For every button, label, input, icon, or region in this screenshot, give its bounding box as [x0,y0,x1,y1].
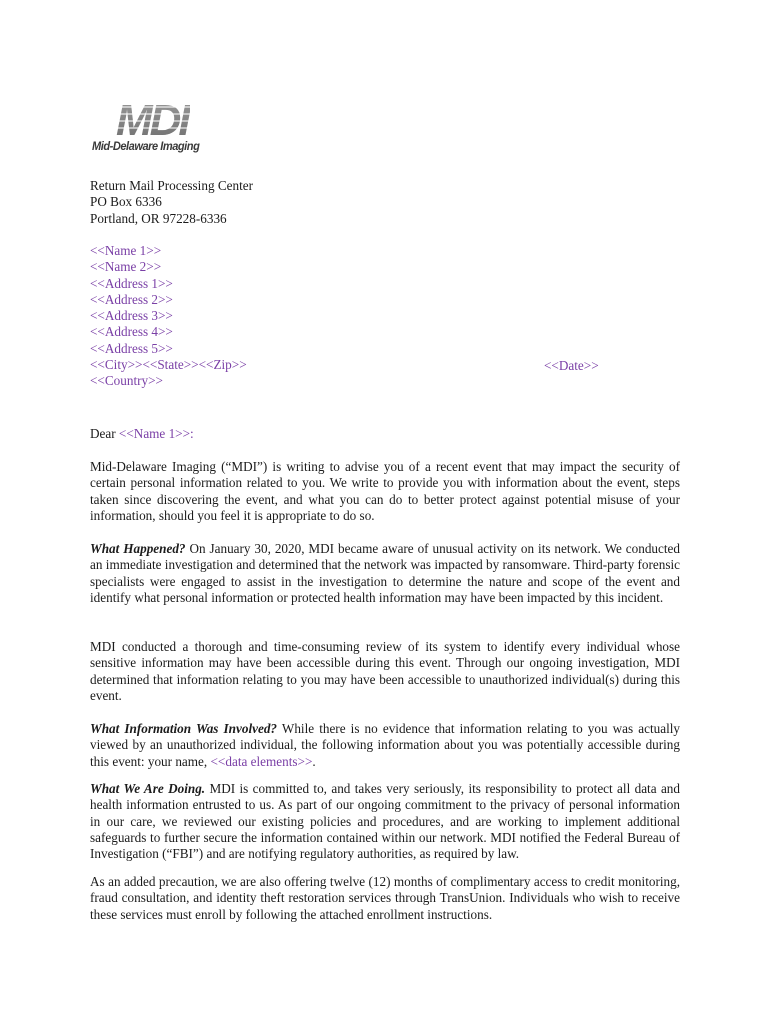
recipient-line: <<Address 3>> [90,308,173,324]
precaution-paragraph: As an added precaution, we are also offering twelve (12) months of complimentary access to credit monitoring, fraud consultation, and identity theft restoration services through TransUnion. Individuals who wish to receive these services must enroll by following the attached enrollment instructions. [90,874,680,922]
return-address [90,178,253,227]
what-we-are-doing-paragraph [90,781,680,862]
recipient-line: <<Name 2>> [90,259,162,275]
salutation [90,426,194,442]
what-we-are-doing-heading: What We Are Doing. [90,781,206,796]
recipient-line: <<Country>> [90,373,163,389]
recipient-line: <<Address 5>> [90,340,173,356]
salutation-name: <<Name 1>>: [118,426,194,441]
recipient-line: <<Address 1>> [90,275,173,291]
recipient-line: <<Address 2>> [90,291,173,307]
intro-paragraph: Mid-Delaware Imaging (“MDI”) is writing to advise you of a recent event that may impact the security of certain personal information related to you. We write to provide you with information about the event, steps taken since discovering the event, and what you can do to better protect against potential misuse of your information, should you feel it is appropriate to do so. [90,459,680,523]
return-address-line: Portland, OR 97228-6336 [90,210,227,226]
letter-date: <<Date>> [544,358,599,373]
recipient-line: <<City>><<State>><<Zip>> [90,357,247,373]
what-happened-paragraph [90,541,680,606]
logo-company-name: Mid-Delaware Imaging [92,139,200,153]
information-involved-text: While there is no evidence that information relating to you was actually viewed by an unauthorized individual, the following information about you was potentially accessible during this event: your name, [90,721,680,769]
svg-text:MDI: MDI [116,96,188,139]
mdi-logo-mark [90,95,190,139]
information-involved-end: . [312,753,316,769]
what-happened-text: On January 30, 2020, MDI became aware of unusual activity on its network. We conducted an immediate investigation and determined that the network was impacted by ransomware. Third-party forensic specialists were engaged to assist in the investigation to determine the nature and scope of the event and identify what personal information or protected health information may have been impacted by this incident. [90,541,680,605]
what-happened-heading: What Happened? [90,541,186,556]
return-address-line: Return Mail Processing Center [90,178,253,193]
return-address-line: PO Box 6336 [90,194,162,210]
salutation-prefix: Dear [90,426,119,441]
recipient-address [90,243,247,390]
what-we-are-doing-text: MDI is committed to, and takes very seriously, its responsibility to protect all data and health information entrusted to us. As part of our ongoing commitment to the privacy of personal information in our care, we reviewed our existing policies and procedures, and are working to implement additional safeguards to further secure the information contained within our network. MDI notified the Federal Bureau of Investigation (“FBI”) and are notifying regulatory authorities, as required by law. [90,781,680,862]
recipient-line: <<Name 1>> [90,243,162,258]
review-paragraph: MDI conducted a thorough and time-consuming review of its system to identify every individual whose sensitive information may have been accessible during this event. Through our ongoing investigation, MDI determined that information relating to you may have been accessible to unauthorized individual(s) during this event. [90,639,680,703]
recipient-line: <<Address 4>> [90,324,173,340]
information-involved-heading: What Information Was Involved? [90,721,278,736]
information-involved-paragraph [90,721,680,770]
company-logo [90,95,220,157]
data-elements-placeholder: <<data elements>> [210,753,313,769]
